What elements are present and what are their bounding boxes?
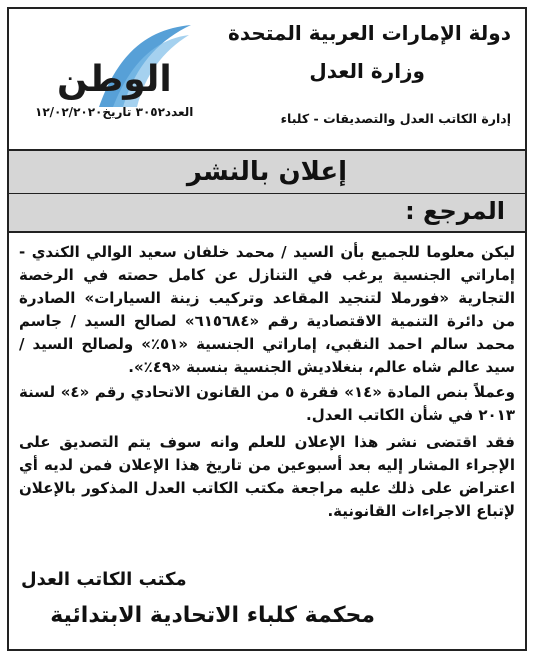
notice-body <box>19 241 515 523</box>
body-paragraph-1: ليكن معلوما للجميع بأن السيد / محمد خلفان سعيد الوالي الكندي - إماراتي الجنسية يرغب في التنازل عن كامل حصته في الرخصة التجارية «فورملا لتنجيد المقاعد وتركيب زينة السيارات» الصادرة من دائرة التنمية الاقتصادية رقم «٦١٥٦٨٤» لصالح السيد / جاسم محمد سالم احمد النقبي، إماراتي الجنسية «٥١٪» ولصالح السيد / سيد عالم شاه عالم، بنغلاديش الجنسية بنسبة «٤٩٪». <box>19 243 515 376</box>
body-paragraph-3: فقد اقتضى نشر هذا الإعلان للعلم وانه سوف يتم التصديق على الإجراء المشار إليه بعد أسبوعين من تاريخ هذا الإعلان فمن لديه أي اعتراض على ذلك عليه مراجعة مكتب الكاتب العدل المذكور بالإعلان لإتباع الاجراءات القانونية. <box>19 433 515 520</box>
body-paragraph-2: وعملاً بنص المادة «١٤» فقرة ٥ من القانون الاتحادي رقم «٤» لسنة ٢٠١٣ في شأن الكاتب العدل. <box>19 383 515 424</box>
signer-office: مكتب الكاتب العدل <box>21 569 187 590</box>
notice-title: إعلان بالنشر <box>186 157 348 187</box>
newspaper-logo: الوطن <box>57 59 172 100</box>
notice-frame <box>7 7 527 651</box>
court-name: محكمة كلباء الاتحادية الابتدائية <box>50 603 375 628</box>
government-title: دولة الإمارات العربية المتحدة <box>228 21 511 45</box>
issue-line: العدد٣٠٥٢ تاريخ١٢/٠٢/٢٠٢٠ <box>35 105 194 119</box>
title-divider <box>9 193 525 194</box>
reference-label: المرجع : <box>405 197 505 225</box>
notice-header <box>9 9 525 149</box>
ministry-title: وزارة العدل <box>309 59 425 83</box>
title-band <box>9 149 525 233</box>
department-line: إدارة الكاتب العدل والتصديقات - كلباء <box>280 111 511 126</box>
